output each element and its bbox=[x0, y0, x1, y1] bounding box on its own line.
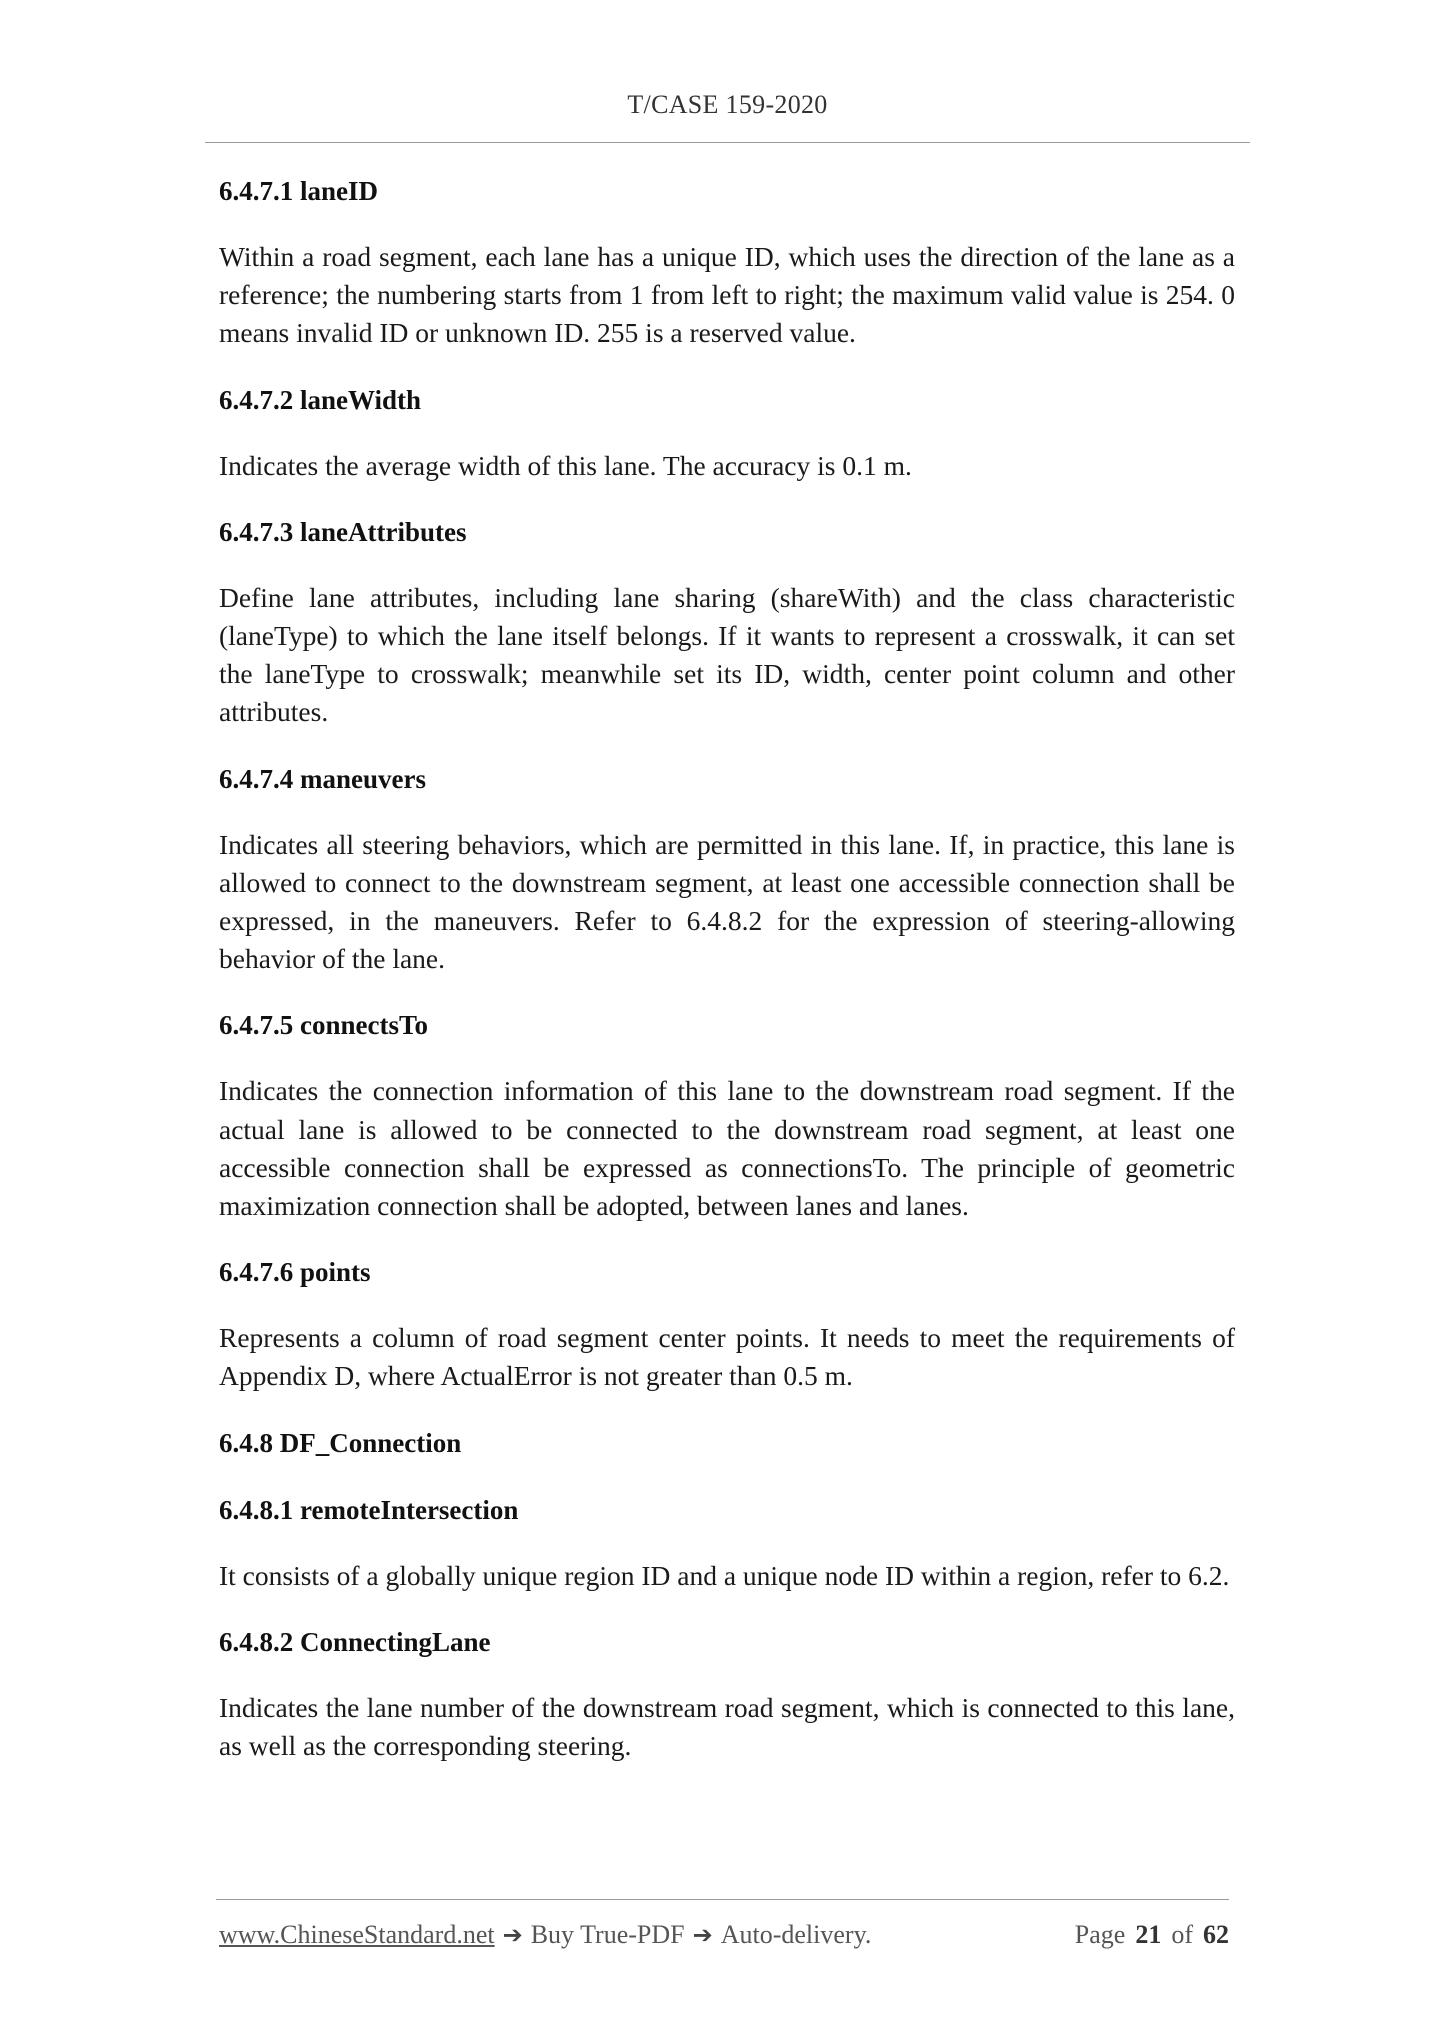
document-id: T/CASE 159-2020 bbox=[627, 90, 828, 119]
website-link[interactable]: www.ChineseStandard.net bbox=[219, 1920, 495, 1949]
document-content bbox=[219, 172, 1235, 1765]
section-heading-lanewidth: 6.4.7.2 laneWidth bbox=[219, 384, 422, 415]
page-header bbox=[205, 90, 1250, 120]
page-indicator bbox=[1075, 1920, 1229, 1950]
section-heading-df-connection: 6.4.8 DF_Connection bbox=[219, 1427, 462, 1458]
section-body-maneuvers: Indicates all steering behaviors, which are permitted in this lane. If, in practice, this lane is allowed to connect to the downstream segment, at least one accessible connection shall be expressed, in the maneuvers. Refer to 6.4.8.2 for the expression of steering-allowing behavior of the lane. bbox=[219, 828, 1235, 975]
section-heading-points: 6.4.7.6 points bbox=[219, 1257, 371, 1288]
section-body-points: Represents a column of road segment center points. It needs to meet the requirements of Appendix D, where ActualError is not greater than 0.5 m. bbox=[219, 1322, 1235, 1392]
footer-divider bbox=[216, 1899, 1229, 1900]
total-page-count: 62 bbox=[1203, 1920, 1229, 1949]
auto-delivery-text: Auto-delivery. bbox=[720, 1920, 872, 1949]
right-arrow-icon: ➔ bbox=[692, 1921, 713, 1949]
current-page-number: 21 bbox=[1135, 1920, 1162, 1949]
section-heading-remoteintersection: 6.4.8.1 remoteIntersection bbox=[219, 1494, 519, 1525]
right-arrow-icon: ➔ bbox=[502, 1921, 523, 1949]
section-heading-connectinglane: 6.4.8.2 ConnectingLane bbox=[219, 1626, 491, 1657]
page-label: Page bbox=[1074, 1920, 1126, 1949]
section-body-remoteintersection: It consists of a globally unique region ID and a unique node ID within a region, refer to 6.2. bbox=[219, 1559, 1230, 1591]
footer-promo bbox=[219, 1920, 871, 1950]
page-footer bbox=[219, 1920, 1229, 1950]
section-body-connectinglane: Indicates the lane number of the downstream road segment, which is connected to this lane, as well as the corresponding steering. bbox=[219, 1691, 1235, 1762]
section-heading-laneattributes: 6.4.7.3 laneAttributes bbox=[219, 516, 467, 547]
section-body-laneid: Within a road segment, each lane has a unique ID, which uses the direction of the lane as a reference; the numbering starts from 1 from left to right; the maximum valid value is 254. 0 means invalid ID or unknown ID. 255 is a reserved value. bbox=[219, 241, 1235, 349]
section-body-laneattributes: Define lane attributes, including lane sharing (shareWith) and the class characteristic (laneType) to which the lane itself belongs. If it wants to represent a crosswalk, it can set the laneType to crosswalk; meanwhile set its ID, width, center point column and other attributes. bbox=[219, 581, 1235, 728]
section-heading-maneuvers: 6.4.7.4 maneuvers bbox=[219, 763, 426, 794]
section-heading-laneid: 6.4.7.1 laneID bbox=[219, 176, 379, 206]
buy-true-pdf-text: Buy True-PDF bbox=[530, 1920, 685, 1949]
header-divider bbox=[205, 142, 1250, 143]
section-body-connectsto: Indicates the connection information of this lane to the downstream road segment. If the actual lane is allowed to be connected to the downstream road segment, at least one accessible connection shall be expressed as connectionsTo. The principle of geometric maximization connection shall be adopted, between lanes and lanes. bbox=[219, 1075, 1235, 1222]
of-label: of bbox=[1171, 1920, 1193, 1949]
section-body-lanewidth: Indicates the average width of this lane. The accuracy is 0.1 m. bbox=[219, 449, 912, 481]
section-heading-connectsto: 6.4.7.5 connectsTo bbox=[219, 1010, 429, 1041]
